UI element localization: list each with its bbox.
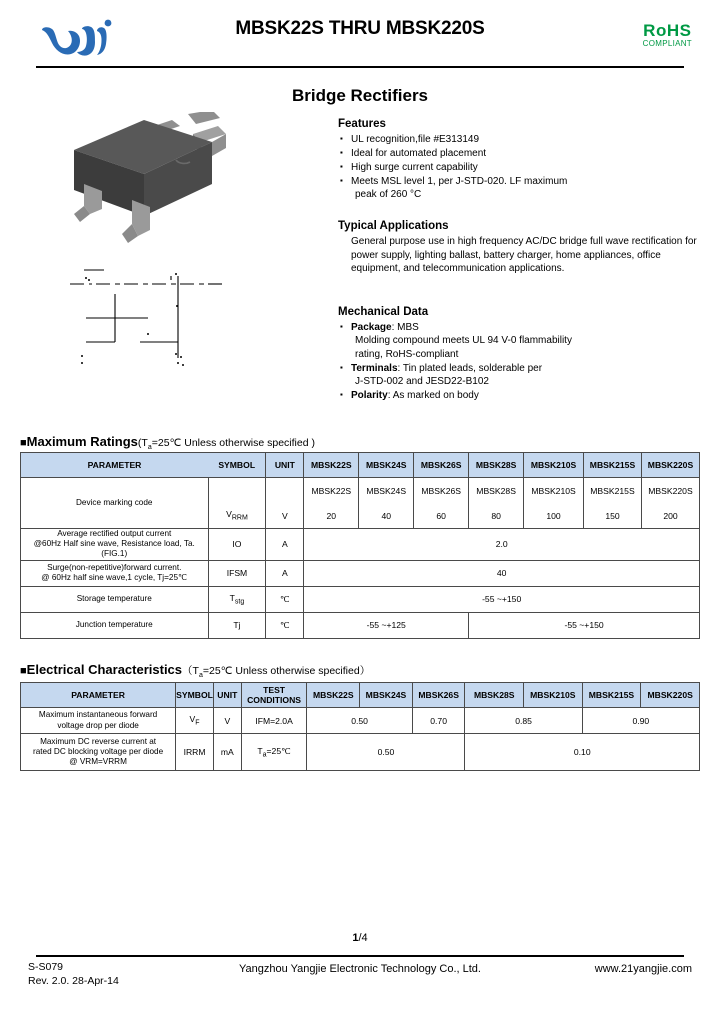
footer-company: Yangzhou Yangjie Electronic Technology Co., Ltd. xyxy=(239,963,481,975)
rohs-badge xyxy=(643,22,692,48)
package-continuation-2: rating, RoHS-compliant xyxy=(355,348,459,360)
cond-open: (T xyxy=(137,437,148,449)
param-line-1: Maximum DC reverse current at xyxy=(40,736,157,746)
cond-open: （T xyxy=(182,665,199,677)
cell-value: MBSK24S xyxy=(359,478,414,504)
mechanical-polarity-item xyxy=(338,389,710,402)
feature-item: ▪ High surge current capability xyxy=(338,161,710,174)
table-row xyxy=(21,586,700,612)
header-divider xyxy=(36,66,684,68)
cell-value: MBSK220S xyxy=(641,478,699,504)
col-parameter: PARAMETER xyxy=(21,453,209,478)
doc-code: S-S079 xyxy=(28,961,64,973)
cell-value-span: 0.50 xyxy=(307,734,465,771)
param-line-3: @ VRM=VRRM xyxy=(69,757,127,767)
symbol-main: T xyxy=(229,592,235,603)
cell-value: MBSK210S xyxy=(524,478,584,504)
terminals-value: : Tin plated leads, solderable per xyxy=(397,362,543,374)
col-mbsk220s: MBSK220S xyxy=(641,683,700,708)
row-symbol xyxy=(208,478,266,504)
cell-value: 20 xyxy=(304,503,359,529)
page-number xyxy=(0,932,720,944)
row-unit xyxy=(266,478,304,504)
max-ratings-condition xyxy=(137,437,315,452)
package-artwork xyxy=(60,112,322,404)
col-mbsk210s: MBSK210S xyxy=(524,683,583,708)
mechanical-heading: Mechanical Data xyxy=(338,306,429,318)
applications-text: General purpose use in high frequency AC/DC bridge full wave rectification for power supply, lighting ballast, battery charger, home appliances, office equipment, and telecommunication applications. xyxy=(351,236,697,275)
test-main: T xyxy=(257,745,263,756)
row-unit: A xyxy=(266,529,304,561)
footer-divider xyxy=(36,955,684,957)
package-value: : MBS xyxy=(391,322,419,333)
cell-value: MBSK28S xyxy=(469,478,524,504)
row-unit: ℃ xyxy=(266,612,304,638)
bullet-square-icon: ■ xyxy=(20,437,27,449)
page-separator: / xyxy=(358,932,362,944)
applications-heading: Typical Applications xyxy=(338,220,449,232)
doc-revision: Rev. 2.0. 28-Apr-14 xyxy=(28,975,119,987)
cell-value-span: 0.85 xyxy=(465,708,582,734)
col-mbsk22s: MBSK22S xyxy=(307,683,360,708)
cell-value-span: -55 ~+125 xyxy=(304,612,469,638)
electrical-title: Electrical Characteristics xyxy=(26,662,183,677)
package-continuation-1: Molding compound meets UL 94 V-0 flammability xyxy=(355,335,572,347)
footer-website[interactable]: www.21yangjie.com xyxy=(594,963,692,975)
param-line-2: @ 60Hz half sine wave,1 cycle, Tj=25℃ xyxy=(41,573,188,583)
bullet-square-icon: ■ xyxy=(20,665,27,677)
param-line-2: @60Hz Half sine wave, Resistance load, Ta.(FIG.1) xyxy=(33,539,195,559)
cell-value-span: 40 xyxy=(304,560,700,586)
param-line-1: Maximum instantaneous forward xyxy=(38,710,158,720)
table-row xyxy=(21,612,700,638)
row-parameter xyxy=(21,708,176,734)
mechanical-data-section xyxy=(338,306,710,403)
col-mbsk26s: MBSK26S xyxy=(414,453,469,478)
param-line-1: Surge(non-repetitive)forward current. xyxy=(47,562,182,572)
row-unit: ℃ xyxy=(266,586,304,612)
col-symbol: SYMBOL xyxy=(208,453,266,478)
col-mbsk28s: MBSK28S xyxy=(465,683,524,708)
symbol-sub: stg xyxy=(234,598,245,606)
row-unit: V xyxy=(213,708,241,734)
symbol-sub: RRM xyxy=(231,514,248,522)
row-symbol xyxy=(176,708,214,734)
test-sub: a xyxy=(262,751,267,759)
features-list xyxy=(338,133,710,202)
symbol-main: V xyxy=(189,714,196,725)
col-mbsk26s: MBSK26S xyxy=(412,683,465,708)
cell-value-span: -55 ~+150 xyxy=(469,612,700,638)
package-label: Package xyxy=(351,322,392,333)
mechanical-terminals-item xyxy=(338,362,710,389)
row-unit: mA xyxy=(213,734,241,771)
col-mbsk24s: MBSK24S xyxy=(360,683,413,708)
cell-value: MBSK215S xyxy=(584,478,642,504)
table-row xyxy=(21,734,700,771)
row-parameter xyxy=(21,529,209,561)
cell-value-span: 0.90 xyxy=(582,708,699,734)
table-header-row xyxy=(21,453,700,478)
cond-sub: a xyxy=(198,672,203,680)
cond-sub: a xyxy=(147,444,152,452)
col-symbol: SYMBOL xyxy=(176,683,214,708)
test-head-line-1: TEST xyxy=(263,685,286,695)
terminals-label: Terminals xyxy=(351,362,398,374)
mechanical-package-item xyxy=(338,321,710,361)
col-mbsk215s: MBSK215S xyxy=(584,453,642,478)
max-ratings-table xyxy=(20,452,700,639)
max-ratings-heading xyxy=(20,434,315,451)
package-3d-image xyxy=(60,112,322,262)
cell-value: 40 xyxy=(359,503,414,529)
rohs-compliant-label: COMPLIANT xyxy=(642,38,692,48)
feature-item: ▪ UL recognition,file #E313149 xyxy=(338,133,710,146)
cell-value: 200 xyxy=(641,503,699,529)
col-unit: UNIT xyxy=(266,453,304,478)
col-mbsk215s: MBSK215S xyxy=(582,683,641,708)
test-rest: =25℃ xyxy=(266,745,291,756)
table-row xyxy=(21,560,700,586)
cell-value-span: 0.70 xyxy=(412,708,465,734)
polarity-value: : As marked on body xyxy=(387,390,479,402)
row-symbol xyxy=(208,503,266,529)
page-title: MBSK22S THRU MBSK220S xyxy=(235,18,485,39)
electrical-characteristics-table xyxy=(20,682,700,771)
col-mbsk220s: MBSK220S xyxy=(641,453,699,478)
cell-value-span: -55 ~+150 xyxy=(304,586,700,612)
table-row xyxy=(21,708,700,734)
features-section xyxy=(338,118,710,202)
col-test-conditions xyxy=(241,683,307,708)
feature-item xyxy=(338,175,710,202)
col-mbsk24s: MBSK24S xyxy=(359,453,414,478)
cell-value: MBSK22S xyxy=(304,478,359,504)
cell-value-span: 2.0 xyxy=(304,529,700,561)
product-subtitle: Bridge Rectifiers xyxy=(291,86,429,105)
col-parameter: PARAMETER xyxy=(21,683,176,708)
row-unit: V xyxy=(266,503,304,529)
row-test-condition: IFM=2.0A xyxy=(241,708,307,734)
cell-value: MBSK26S xyxy=(414,478,469,504)
row-symbol: IO xyxy=(208,529,266,561)
applications-section xyxy=(338,220,710,276)
page-header xyxy=(0,0,720,52)
max-ratings-title: Maximum Ratings xyxy=(26,434,138,449)
mechanical-list xyxy=(338,321,710,402)
package-dimension-drawing xyxy=(70,262,250,392)
feature-item: ▪ Ideal for automated placement xyxy=(338,147,710,160)
terminals-continuation: J-STD-002 and JESD22-B102 xyxy=(355,376,489,388)
polarity-label: Polarity xyxy=(351,390,388,402)
row-symbol: IRRM xyxy=(176,734,214,771)
cell-value: 100 xyxy=(524,503,584,529)
page-current: 1 xyxy=(352,932,359,944)
row-test-condition xyxy=(241,734,307,771)
param-line-1: Average rectified output current xyxy=(57,529,172,538)
row-symbol: Tj xyxy=(208,612,266,638)
col-unit: UNIT xyxy=(213,683,241,708)
feature-item-text: Meets MSL level 1, per J-STD-020. LF maximum xyxy=(351,175,568,187)
page-total: 4 xyxy=(361,932,368,944)
table-row xyxy=(21,478,700,504)
table-header-row xyxy=(21,683,700,708)
symbol-main: V xyxy=(226,509,232,520)
electrical-condition xyxy=(182,665,371,680)
page-footer xyxy=(0,960,720,1000)
cell-value: 80 xyxy=(469,503,524,529)
cond-rest: =25℃ Unless otherwise specified） xyxy=(202,665,371,677)
table-row xyxy=(21,529,700,561)
symbol-sub: F xyxy=(195,719,200,727)
row-parameter xyxy=(21,734,176,771)
col-mbsk28s: MBSK28S xyxy=(469,453,524,478)
cell-value-span: 0.10 xyxy=(465,734,700,771)
row-parameter: Junction temperature xyxy=(21,612,209,638)
col-mbsk210s: MBSK210S xyxy=(524,453,584,478)
features-heading: Features xyxy=(338,118,386,130)
row-symbol: IFSM xyxy=(208,560,266,586)
row-parameter xyxy=(21,560,209,586)
cell-value: 150 xyxy=(584,503,642,529)
cell-value: 60 xyxy=(414,503,469,529)
col-mbsk22s: MBSK22S xyxy=(304,453,359,478)
rohs-label: RoHS xyxy=(643,21,692,40)
cell-value-span: 0.50 xyxy=(307,708,412,734)
row-symbol xyxy=(208,586,266,612)
row-parameter: Storage temperature xyxy=(21,586,209,612)
row-unit: A xyxy=(266,560,304,586)
row-parameter: Device marking code xyxy=(21,478,209,529)
cond-rest: =25℃ Unless otherwise specified ) xyxy=(151,437,315,449)
param-line-2: voltage drop per diode xyxy=(57,720,139,730)
electrical-heading xyxy=(20,662,370,679)
test-head-line-2: CONDITIONS xyxy=(247,695,302,705)
feature-item-continuation: peak of 260 °C xyxy=(355,189,422,201)
param-line-2: rated DC blocking voltage per diode xyxy=(33,746,164,756)
